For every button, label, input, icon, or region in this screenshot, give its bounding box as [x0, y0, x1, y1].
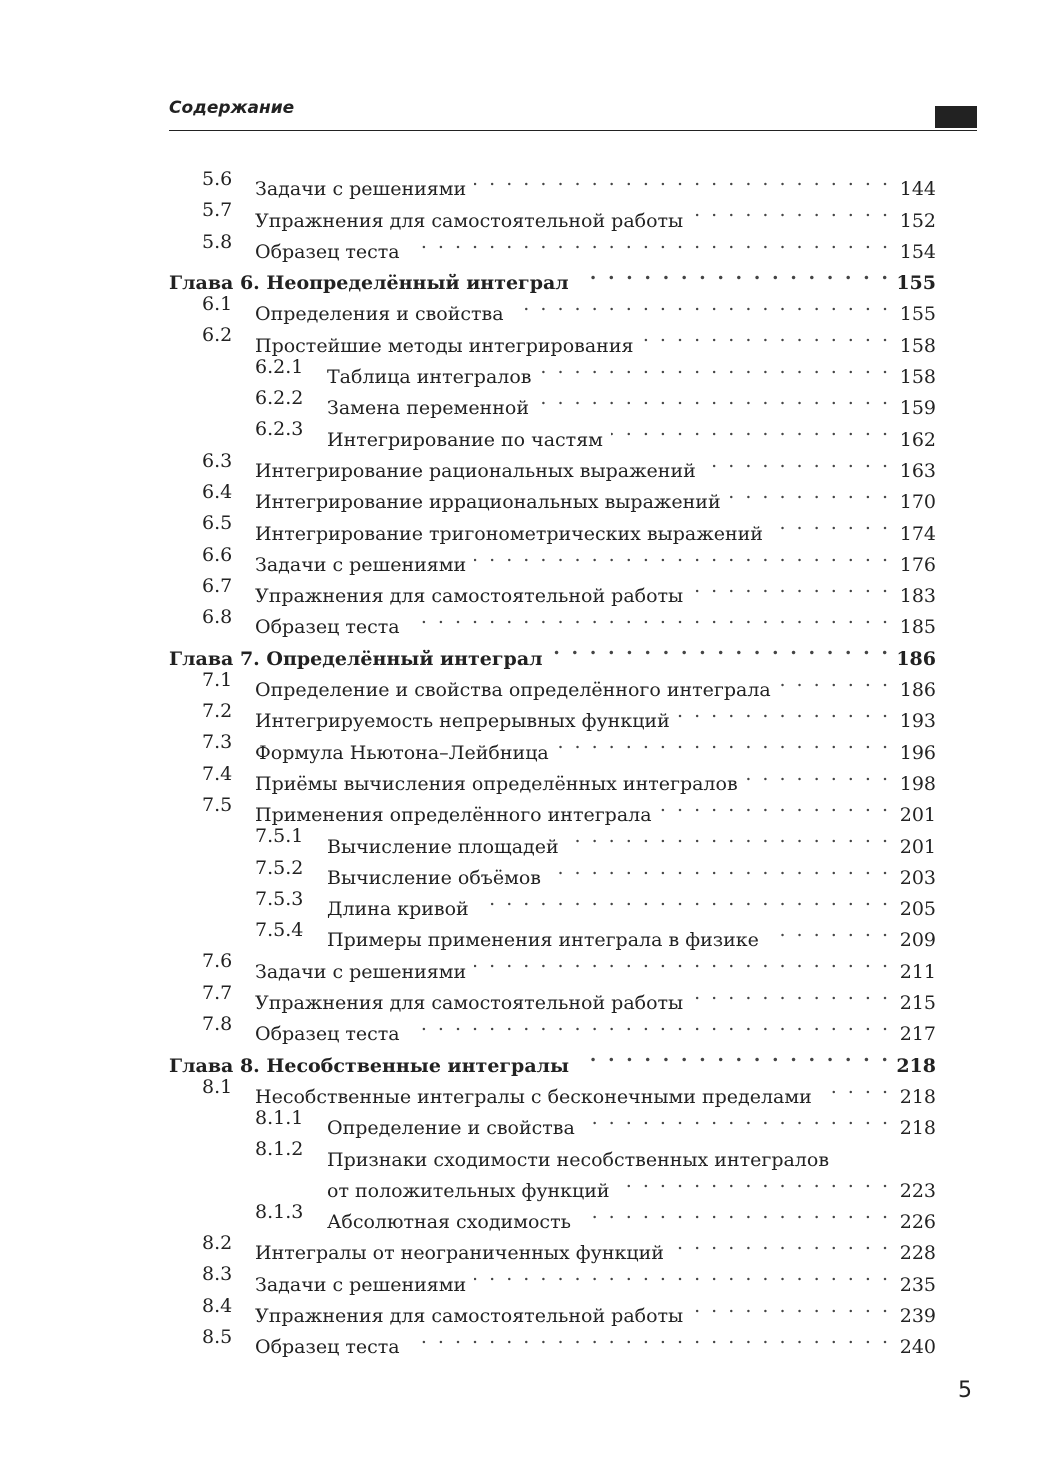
toc-entry-title: Определение и свойства определённого интеграла	[255, 679, 771, 702]
toc-entry-number: 8.1	[202, 1075, 233, 1098]
dot-leader	[474, 1259, 888, 1290]
toc-entry-number: 6.6	[202, 543, 233, 566]
toc-entry-page: 162	[899, 428, 936, 451]
toc-entry-number: 7.5.3	[255, 887, 304, 910]
toc-entry-page: 217	[899, 1023, 936, 1046]
toc-entry-number: 8.2	[202, 1232, 233, 1255]
toc-entry-title: Интегрирование рациональных выражений	[255, 459, 696, 482]
toc-entry-title: Несобственные интегралы с бесконечными пределами	[255, 1085, 812, 1108]
toc-entry-title: Упражнения для самостоятельной работы	[255, 1304, 684, 1327]
toc-entry-title: Таблица интегралов	[327, 366, 532, 389]
dot-leader	[704, 446, 888, 477]
toc-entry-title: Задачи с решениями	[255, 178, 467, 201]
toc-entry[interactable]	[169, 790, 936, 827]
dot-leader	[474, 946, 888, 977]
dot-leader	[611, 414, 888, 445]
toc-entry-page: 193	[899, 710, 936, 733]
toc-entry-title: Задачи с решениями	[255, 1273, 467, 1296]
toc-entry-page: 196	[899, 741, 936, 764]
toc-entry-page: 223	[899, 1179, 936, 1202]
toc-entry-title: Вычисление площадей	[327, 835, 559, 858]
toc-entry[interactable]	[169, 1072, 936, 1108]
toc-entry-number: 5.7	[202, 199, 233, 222]
toc-entry[interactable]	[169, 289, 936, 326]
toc-entry[interactable]	[169, 571, 936, 608]
toc-chapter-entry[interactable]	[169, 1040, 936, 1077]
toc-entry[interactable]	[169, 383, 936, 420]
toc-entry-title: Задачи с решениями	[255, 553, 467, 576]
toc-entry-page: 218	[899, 1085, 936, 1108]
toc-entry-page: 203	[899, 866, 936, 889]
dot-leader	[549, 853, 888, 884]
toc-entry-page: 226	[899, 1211, 936, 1234]
toc-entry-page: 211	[899, 960, 936, 983]
toc-entry-title: Интегрирование тригонометрических выражений	[255, 522, 763, 545]
running-header	[169, 96, 977, 131]
dot-leader	[512, 289, 888, 320]
toc-entry[interactable]	[169, 665, 936, 702]
toc-entry-number: 7.6	[202, 950, 233, 973]
toc-entry-page: 201	[899, 835, 936, 858]
thumb-index-tab	[935, 106, 977, 128]
toc-entry-page: 240	[899, 1336, 936, 1359]
toc-chapter-entry[interactable]	[169, 258, 936, 295]
toc-entry-title: Глава 8. Несобственные интегралы	[169, 1054, 570, 1077]
toc-entry-title: Интегрируемость непрерывных функций	[255, 710, 670, 733]
dot-leader	[691, 978, 888, 1009]
toc-entry-page: 201	[899, 804, 936, 827]
dot-leader	[691, 571, 888, 602]
toc-entry-number: 8.4	[202, 1294, 233, 1317]
toc-entry-title: Определение и свойства	[327, 1117, 575, 1140]
toc-entry-number: 7.7	[202, 981, 233, 1004]
toc-entry[interactable]	[169, 602, 936, 639]
toc-entry-page: 154	[899, 240, 936, 263]
toc-entry-page: 239	[899, 1304, 936, 1327]
toc-entry[interactable]	[169, 414, 936, 451]
toc-entry[interactable]	[169, 853, 936, 889]
dot-leader	[746, 759, 888, 790]
toc-entry-page: 218	[896, 1054, 936, 1077]
toc-entry[interactable]	[169, 1103, 936, 1140]
dot-leader	[672, 1228, 888, 1259]
toc-entry-title: Задачи с решениями	[255, 960, 467, 983]
toc-entry[interactable]	[169, 1228, 936, 1265]
toc-entry-title: Глава 7. Определённый интеграл	[169, 647, 543, 670]
toc-entry-title: Простейшие методы интегрирования	[255, 334, 634, 357]
toc-entry-number: 6.2.2	[255, 387, 304, 410]
toc-entry-number: 5.6	[202, 168, 233, 190]
toc-entry[interactable]	[169, 759, 936, 795]
toc-entry-page: 170	[899, 491, 936, 514]
dot-leader	[691, 195, 888, 226]
toc-entry-title: Интегрирование иррациональных выражений	[255, 491, 721, 514]
toc-entry[interactable]	[169, 727, 936, 764]
toc-entry-number: 8.3	[202, 1263, 233, 1286]
dot-leader	[474, 164, 888, 195]
toc-entry-page: 155	[896, 272, 936, 295]
toc-entry-page: 158	[899, 366, 936, 389]
toc-entry-title: Глава 6. Неопределённый интеграл	[169, 272, 569, 295]
toc-entry-number: 6.7	[202, 574, 233, 597]
dot-leader	[641, 320, 888, 351]
dot-leader	[767, 915, 888, 946]
toc-entry-title: Замена переменной	[327, 397, 529, 420]
toc-entry-title: от положительных функций	[327, 1179, 610, 1202]
toc-entry[interactable]	[169, 821, 936, 858]
toc-entry[interactable]	[169, 164, 936, 201]
toc-entry-number: 6.2.3	[255, 418, 304, 441]
toc-entry-number: 5.8	[202, 230, 233, 253]
toc-entry-title: Образец теста	[255, 1023, 400, 1046]
toc-chapter-entry[interactable]	[169, 633, 936, 670]
toc-entry-number: 7.8	[202, 1013, 233, 1036]
running-header-title: Содержание	[169, 98, 295, 118]
toc-entry-title: Образец теста	[255, 616, 400, 639]
toc-entry-page: 215	[899, 992, 936, 1015]
toc-entry-number: 6.4	[202, 480, 233, 503]
dot-leader	[577, 1040, 888, 1071]
dot-leader	[691, 1291, 888, 1322]
dot-leader	[837, 1134, 936, 1165]
dot-leader	[537, 383, 888, 414]
page-number: 5	[958, 1378, 972, 1403]
table-of-contents	[169, 164, 936, 1359]
dot-leader	[474, 540, 888, 571]
dot-leader	[618, 1166, 888, 1197]
toc-entry[interactable]	[169, 884, 936, 921]
dot-leader	[551, 633, 888, 664]
toc-entry-number: 7.5.1	[255, 825, 304, 848]
dot-leader	[660, 790, 888, 821]
toc-entry-page: 185	[899, 616, 936, 639]
toc-entry-number: 8.1.2	[255, 1138, 304, 1161]
dot-leader	[729, 477, 888, 508]
toc-entry[interactable]	[169, 477, 936, 514]
toc-entry-page: 218	[899, 1117, 936, 1140]
toc-entry[interactable]	[169, 320, 936, 357]
toc-entry-page: 159	[899, 397, 936, 420]
toc-entry-title: Образец теста	[255, 1336, 400, 1359]
toc-entry-title: Приёмы вычисления определённых интегралов	[255, 772, 738, 795]
dot-leader	[408, 602, 888, 633]
toc-entry[interactable]	[169, 915, 936, 952]
toc-entry-title: Абсолютная сходимость	[327, 1211, 571, 1234]
toc-entry-page: 155	[899, 303, 936, 326]
dot-leader	[583, 1103, 888, 1134]
toc-entry[interactable]	[169, 1009, 936, 1046]
toc-entry-number: 6.2.1	[255, 355, 304, 378]
toc-entry-title: Вычисление объёмов	[327, 866, 542, 889]
dot-leader	[779, 665, 888, 696]
toc-entry[interactable]	[169, 946, 936, 983]
toc-entry-title: Формула Ньютона–Лейбница	[255, 741, 549, 764]
dot-leader	[820, 1072, 888, 1103]
toc-entry-number: 7.5	[202, 793, 233, 816]
toc-entry[interactable]	[169, 1322, 936, 1359]
toc-entry-page: 186	[899, 679, 936, 702]
toc-entry-page: 205	[899, 898, 936, 921]
toc-entry-number: 7.3	[202, 731, 233, 754]
toc-entry-line	[255, 1322, 936, 1364]
toc-entry[interactable]	[169, 195, 936, 232]
toc-entry-title: Упражнения для самостоятельной работы	[255, 585, 684, 608]
toc-entry-page: 152	[899, 209, 936, 232]
toc-entry-number: 6.1	[202, 293, 233, 316]
dot-leader	[408, 1322, 888, 1353]
toc-entry-page: 228	[899, 1242, 936, 1265]
toc-entry-title: Упражнения для самостоятельной работы	[255, 992, 684, 1015]
toc-entry-page: 183	[899, 585, 936, 608]
toc-entry-number: 7.5.2	[255, 856, 304, 879]
toc-entry-page: 235	[899, 1273, 936, 1296]
toc-entry-number: 6.2	[202, 324, 233, 347]
dot-leader	[540, 352, 889, 383]
toc-entry[interactable]	[169, 1134, 936, 1171]
toc-entry-number: 7.5.4	[255, 919, 304, 942]
toc-entry[interactable]	[169, 352, 936, 389]
toc-entry-page: 198	[899, 772, 936, 795]
toc-entry[interactable]	[169, 978, 936, 1015]
toc-entry-title: Примеры применения интеграла в физике	[327, 929, 759, 952]
toc-entry[interactable]	[169, 1291, 936, 1327]
toc-entry-page: 174	[899, 522, 936, 545]
toc-entry-number: 7.4	[202, 762, 233, 785]
toc-entry[interactable]	[169, 446, 936, 482]
dot-leader	[771, 508, 888, 539]
toc-entry-number: 8.1.1	[255, 1106, 304, 1129]
toc-entry-title: Интегралы от неограниченных функций	[255, 1242, 664, 1265]
toc-entry[interactable]	[169, 1197, 936, 1234]
toc-entry-page: 209	[899, 929, 936, 952]
dot-leader	[408, 227, 888, 258]
dot-leader	[557, 727, 888, 758]
toc-entry-page: 163	[899, 459, 936, 482]
toc-entry[interactable]	[169, 696, 936, 733]
toc-entry-title: Признаки сходимости несобственных интегралов	[327, 1148, 830, 1171]
toc-entry[interactable]	[169, 1166, 936, 1202]
toc-entry-title: Длина кривой	[327, 898, 469, 921]
toc-entry-page: 158	[899, 334, 936, 357]
toc-entry-title: Образец теста	[255, 240, 400, 263]
toc-entry[interactable]	[169, 540, 936, 576]
dot-leader	[579, 1197, 888, 1228]
toc-entry-number: 7.2	[202, 700, 233, 723]
toc-entry-title: Упражнения для самостоятельной работы	[255, 209, 684, 232]
toc-entry-number: 6.5	[202, 512, 233, 535]
toc-entry-number: 7.1	[202, 668, 233, 691]
toc-entry[interactable]	[169, 227, 936, 263]
toc-entry-title: Интегрирование по частям	[327, 428, 603, 451]
toc-entry[interactable]	[169, 508, 936, 545]
toc-entry[interactable]	[169, 1259, 936, 1296]
toc-entry-page: 186	[896, 647, 936, 670]
dot-leader	[567, 821, 888, 852]
dot-leader	[577, 258, 888, 289]
dot-leader	[408, 1009, 888, 1040]
toc-entry-title: Определения и свойства	[255, 303, 504, 326]
dot-leader	[477, 884, 888, 915]
dot-leader	[678, 696, 888, 727]
toc-entry-page: 144	[899, 178, 936, 201]
toc-entry-number: 6.8	[202, 606, 233, 629]
toc-entry-number: 8.1.3	[255, 1200, 304, 1223]
toc-entry-page: 176	[899, 553, 936, 576]
toc-entry-number: 8.5	[202, 1325, 233, 1348]
toc-entry-number: 6.3	[202, 449, 233, 472]
toc-entry-title: Применения определённого интеграла	[255, 804, 652, 827]
